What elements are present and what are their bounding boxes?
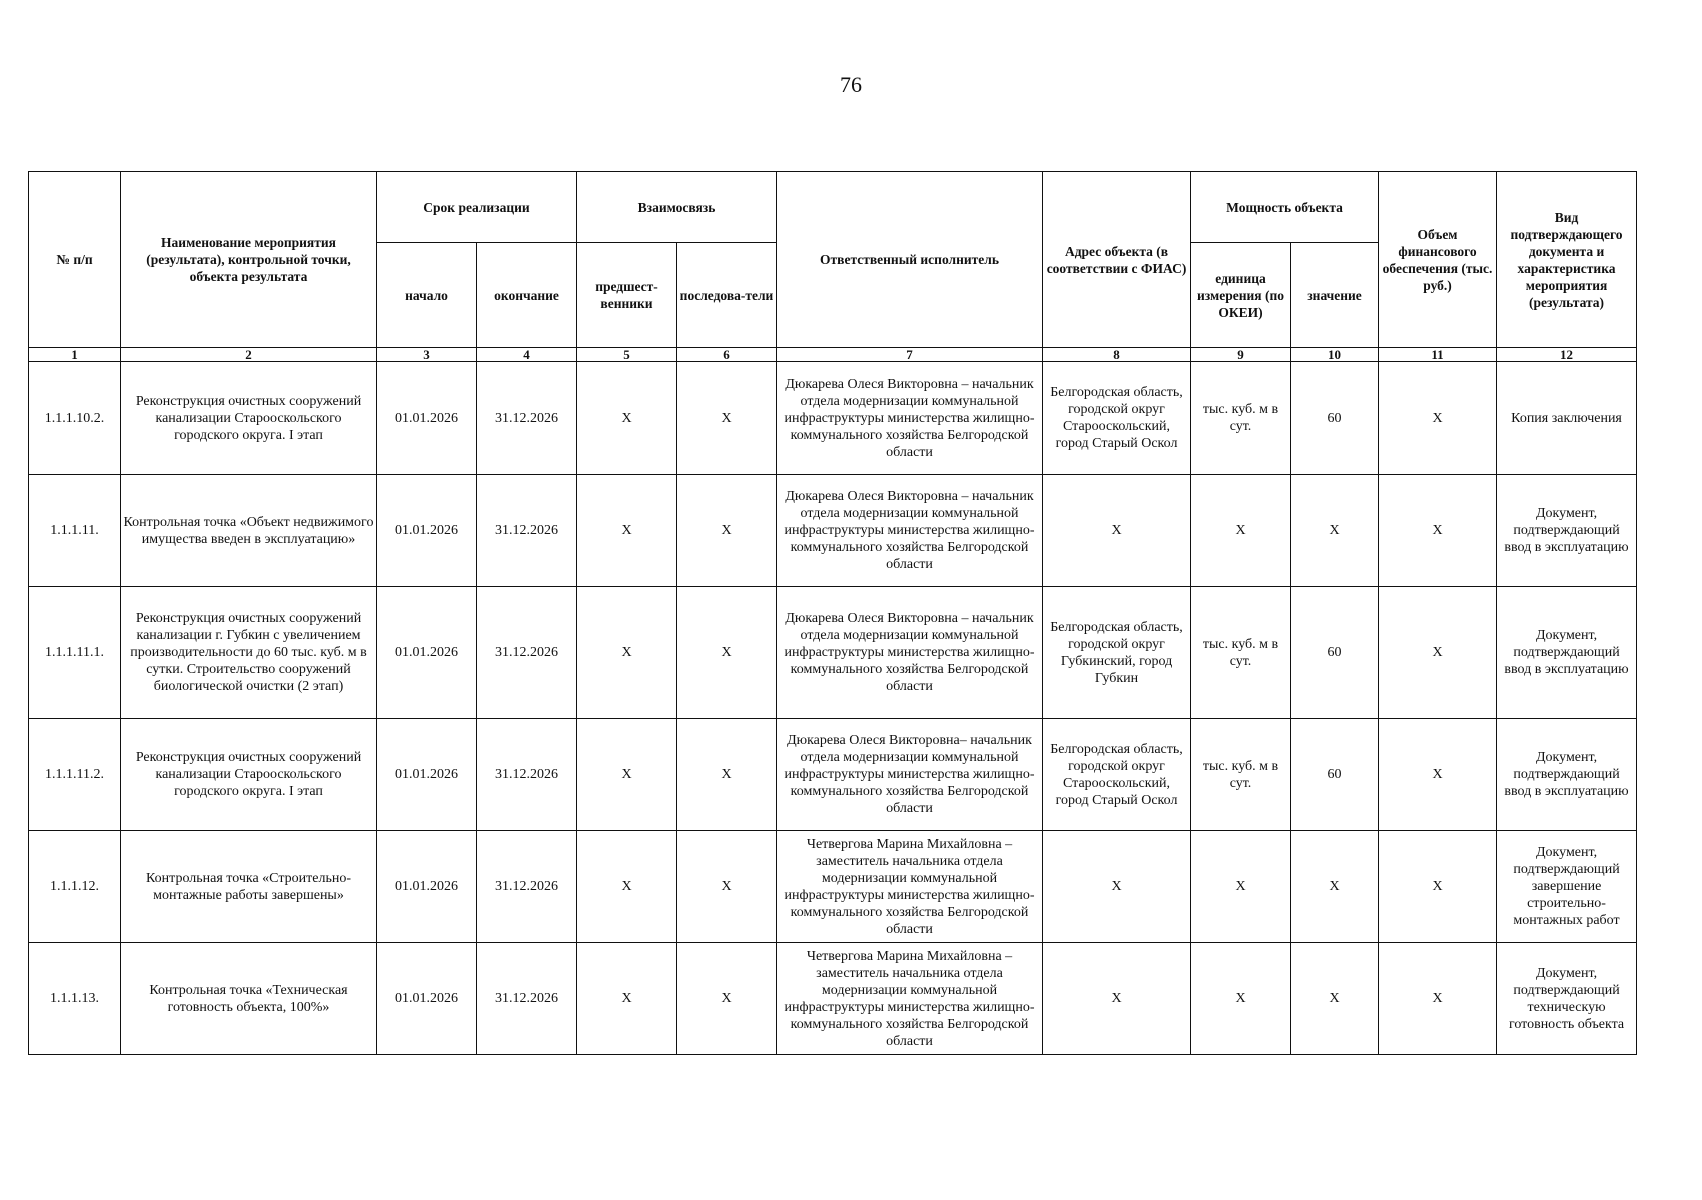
cell-num: 1.1.1.11.1. [29, 587, 121, 719]
cell-prev: X [577, 719, 677, 831]
cell-start: 01.01.2026 [377, 475, 477, 587]
cell-funding: X [1379, 475, 1497, 587]
header-executor: Ответственный исполнитель [777, 172, 1043, 348]
cell-unit: тыс. куб. м в сут. [1191, 362, 1291, 475]
cell-unit: X [1191, 831, 1291, 943]
cell-funding: X [1379, 719, 1497, 831]
header-capacity: Мощность объекта [1191, 172, 1379, 243]
cell-name: Контрольная точка «Объект недвижимого имущества введен в эксплуатацию» [121, 475, 377, 587]
cell-executor: Дюкарева Олеся Викторовна– начальник отдела модернизации коммунальной инфраструктуры министерства жилищно-коммунального хозяйства Белгородской области [777, 719, 1043, 831]
cell-name: Контрольная точка «Техническая готовность объекта, 100%» [121, 943, 377, 1055]
column-number: 9 [1191, 348, 1291, 362]
table-row [29, 719, 1637, 831]
cell-address: Белгородская область, городской округ Губкинский, город Губкин [1043, 587, 1191, 719]
cell-address: X [1043, 831, 1191, 943]
cell-name: Контрольная точка «Строительно-монтажные работы завершены» [121, 831, 377, 943]
header-address: Адрес объекта (в соответствии с ФИАС) [1043, 172, 1191, 348]
header-period: Срок реализации [377, 172, 577, 243]
header-period-end: окончание [477, 243, 577, 348]
cell-next: X [677, 943, 777, 1055]
cell-end: 31.12.2026 [477, 475, 577, 587]
cell-next: X [677, 475, 777, 587]
cell-executor: Дюкарева Олеся Викторовна – начальник отдела модернизации коммунальной инфраструктуры министерства жилищно-коммунального хозяйства Белгородской области [777, 587, 1043, 719]
column-number: 2 [121, 348, 377, 362]
column-number: 12 [1497, 348, 1637, 362]
cell-unit: тыс. куб. м в сут. [1191, 719, 1291, 831]
cell-prev: X [577, 475, 677, 587]
column-number: 4 [477, 348, 577, 362]
cell-end: 31.12.2026 [477, 719, 577, 831]
plan-table [28, 171, 1637, 1055]
column-number: 11 [1379, 348, 1497, 362]
cell-name: Реконструкция очистных сооружений канализации Старооскольского городского округа. I этап [121, 719, 377, 831]
cell-value: X [1291, 831, 1379, 943]
cell-document: Документ, подтверждающий ввод в эксплуатацию [1497, 475, 1637, 587]
table-row [29, 831, 1637, 943]
table-row [29, 943, 1637, 1055]
cell-executor: Дюкарева Олеся Викторовна – начальник отдела модернизации коммунальной инфраструктуры министерства жилищно-коммунального хозяйства Белгородской области [777, 475, 1043, 587]
cell-num: 1.1.1.10.2. [29, 362, 121, 475]
cell-address: X [1043, 475, 1191, 587]
cell-num: 1.1.1.13. [29, 943, 121, 1055]
cell-address: Белгородская область, городской округ Старооскольский, город Старый Оскол [1043, 362, 1191, 475]
cell-document: Документ, подтверждающий завершение строительно-монтажных работ [1497, 831, 1637, 943]
header-document: Вид подтверждающего документа и характеристика мероприятия (результата) [1497, 172, 1637, 348]
column-number: 10 [1291, 348, 1379, 362]
cell-funding: X [1379, 587, 1497, 719]
column-number: 7 [777, 348, 1043, 362]
cell-prev: X [577, 362, 677, 475]
cell-next: X [677, 587, 777, 719]
column-number: 8 [1043, 348, 1191, 362]
cell-start: 01.01.2026 [377, 587, 477, 719]
cell-num: 1.1.1.12. [29, 831, 121, 943]
header-relation: Взаимосвязь [577, 172, 777, 243]
cell-unit: X [1191, 943, 1291, 1055]
table-row [29, 475, 1637, 587]
header-num: № п/п [29, 172, 121, 348]
cell-prev: X [577, 831, 677, 943]
cell-value: 60 [1291, 362, 1379, 475]
cell-end: 31.12.2026 [477, 587, 577, 719]
cell-unit: X [1191, 475, 1291, 587]
cell-document: Документ, подтверждающий ввод в эксплуатацию [1497, 719, 1637, 831]
column-number: 6 [677, 348, 777, 362]
cell-start: 01.01.2026 [377, 943, 477, 1055]
cell-document: Документ, подтверждающий ввод в эксплуатацию [1497, 587, 1637, 719]
column-number-row [29, 348, 1637, 362]
cell-start: 01.01.2026 [377, 831, 477, 943]
header-row [29, 172, 1637, 243]
cell-name: Реконструкция очистных сооружений канализации Старооскольского городского округа. I этап [121, 362, 377, 475]
page-number: 76 [840, 72, 862, 97]
cell-next: X [677, 362, 777, 475]
cell-value: X [1291, 943, 1379, 1055]
cell-end: 31.12.2026 [477, 362, 577, 475]
header-relation-next: последова-тели [677, 243, 777, 348]
cell-value: X [1291, 475, 1379, 587]
cell-num: 1.1.1.11. [29, 475, 121, 587]
header-relation-prev: предшест-венники [577, 243, 677, 348]
cell-prev: X [577, 587, 677, 719]
cell-funding: X [1379, 943, 1497, 1055]
column-number: 3 [377, 348, 477, 362]
header-capacity-unit: единица измерения (по ОКЕИ) [1191, 243, 1291, 348]
header-name: Наименование мероприятия (результата), контрольной точки, объекта результата [121, 172, 377, 348]
cell-next: X [677, 831, 777, 943]
cell-end: 31.12.2026 [477, 831, 577, 943]
cell-address: X [1043, 943, 1191, 1055]
header-period-start: начало [377, 243, 477, 348]
cell-value: 60 [1291, 719, 1379, 831]
cell-name: Реконструкция очистных сооружений канализации г. Губкин с увеличением производительности до 60 тыс. куб. м в сутки. Строительство сооружений биологической очистки (2 этап) [121, 587, 377, 719]
cell-start: 01.01.2026 [377, 362, 477, 475]
table-row [29, 362, 1637, 475]
cell-unit: тыс. куб. м в сут. [1191, 587, 1291, 719]
header-funding: Объем финансового обеспечения (тыс. руб.) [1379, 172, 1497, 348]
header-capacity-value: значение [1291, 243, 1379, 348]
column-number: 1 [29, 348, 121, 362]
cell-executor: Дюкарева Олеся Викторовна – начальник отдела модернизации коммунальной инфраструктуры министерства жилищно-коммунального хозяйства Белгородской области [777, 362, 1043, 475]
cell-prev: X [577, 943, 677, 1055]
cell-document: Копия заключения [1497, 362, 1637, 475]
cell-document: Документ, подтверждающий техническую готовность объекта [1497, 943, 1637, 1055]
cell-address: Белгородская область, городской округ Старооскольский, город Старый Оскол [1043, 719, 1191, 831]
cell-executor: Четвергова Марина Михайловна – заместитель начальника отдела модернизации коммунальной инфраструктуры министерства жилищно-коммунального хозяйства Белгородской области [777, 831, 1043, 943]
table-row [29, 587, 1637, 719]
cell-next: X [677, 719, 777, 831]
cell-end: 31.12.2026 [477, 943, 577, 1055]
cell-funding: X [1379, 831, 1497, 943]
cell-funding: X [1379, 362, 1497, 475]
column-number: 5 [577, 348, 677, 362]
cell-executor: Четвергова Марина Михайловна – заместитель начальника отдела модернизации коммунальной инфраструктуры министерства жилищно-коммунального хозяйства Белгородской области [777, 943, 1043, 1055]
cell-start: 01.01.2026 [377, 719, 477, 831]
cell-value: 60 [1291, 587, 1379, 719]
cell-num: 1.1.1.11.2. [29, 719, 121, 831]
